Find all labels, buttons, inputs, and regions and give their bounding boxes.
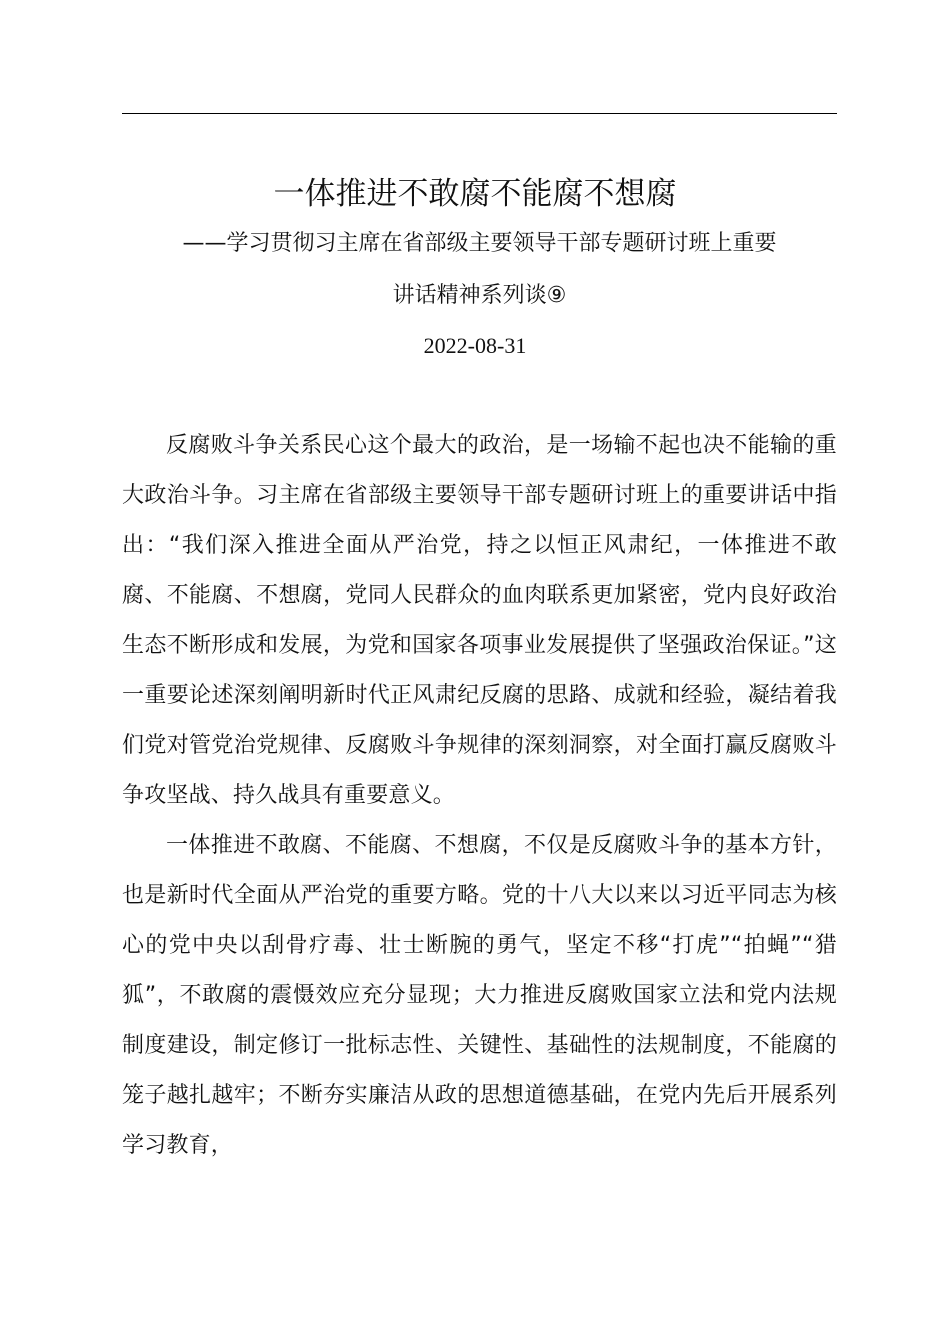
page-title: 一体推进不敢腐不能腐不想腐 [273, 176, 677, 212]
subtitle-line-2: 讲话精神系列谈⑨ [392, 283, 567, 308]
paragraph-1: 反腐败斗争关系民心这个最大的政治，是一场输不起也决不能输的重大政治斗争。习主席在省部级主要领导干部专题研讨班上的重要讲话中指出：“我们深入推进全面从严治党，持之以恒正风肃纪，一体推进不敢腐、不能腐、不想腐，党同人民群众的血肉联系更加紧密，党内良好政治生态不断形成和发展，为党和国家各项事业发展提供了坚强政治保证。”这一重要论述深刻阐明新时代正风肃纪反腐的思路、成就和经验，凝结着我们党对管党治党规律、反腐败斗争规律的深刻洞察，对全面打赢反腐败斗争攻坚战、持久战具有重要意义。 [122, 433, 837, 808]
paragraph-2: 一体推进不敢腐、不能腐、不想腐，不仅是反腐败斗争的基本方针，也是新时代全面从严治党的重要方略。党的十八大以来以习近平同志为核心的党中央以刮骨疗毒、壮士断腕的勇气，坚定不移“打虎”“拍蝇”“猎狐”，不敢腐的震慑效应充分显现；大力推进反腐败国家立法和党内法规制度建设，制定修订一批标志性、关键性、基础性的法规制度，不能腐的笼子越扎越牢；不断夯实廉洁从政的思想道德基础，在党内先后开展系列学习教育， [122, 833, 837, 1158]
article-body [122, 421, 837, 1171]
header-rule [122, 113, 837, 114]
publish-date: 2022-08-31 [423, 333, 527, 358]
subtitle-line-1: ——学习贯彻习主席在省部级主要领导干部专题研讨班上重要 [182, 231, 777, 256]
